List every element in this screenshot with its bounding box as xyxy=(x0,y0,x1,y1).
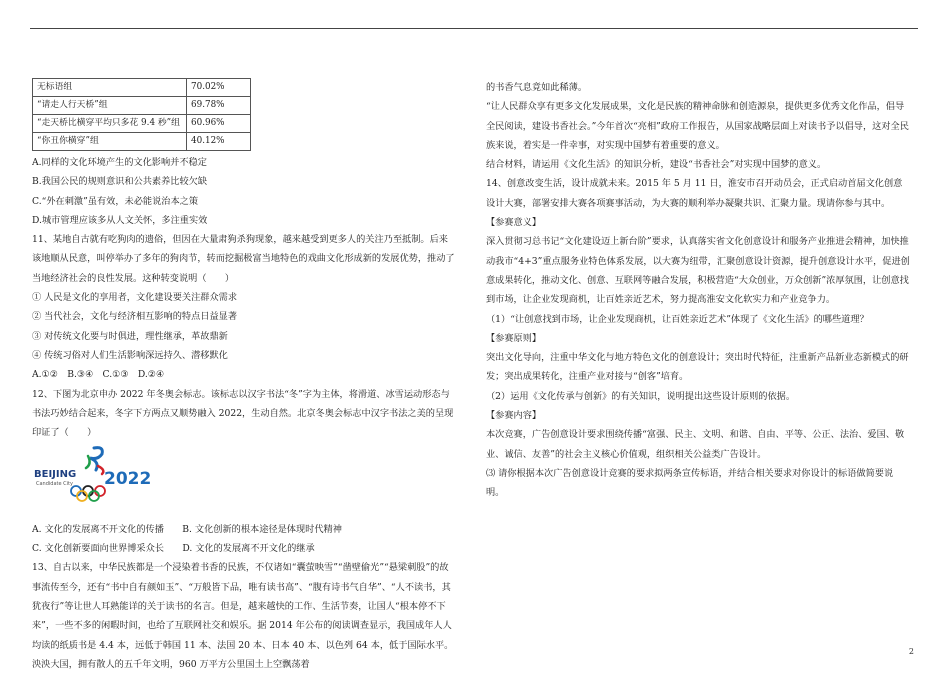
heading-content: 【参赛内容】 xyxy=(486,410,542,422)
q11-options: A.①② B.③④ C.①③ D.②④ xyxy=(32,369,165,381)
q10-option-a: A.同样的文化环境产生的文化影响并不稳定 xyxy=(32,157,207,168)
principles-paragraph: 突出文化导向，注重中华文化与地方特色文化的创意设计；突出时代特征，注重新产品新业态新模式的研发；突出成果转化，注重产业对接与“创客”培育。 xyxy=(486,352,909,383)
q10-option-d: D.城市管理应该多从人文关怀，多注重实效 xyxy=(32,214,208,226)
header-rule xyxy=(30,28,918,29)
q13-question: 结合材料，请运用《文化生活》的知识分析，建设“书香社会”对实现中国梦的意义。 xyxy=(486,159,827,171)
q11-item-4: ④ 传统习俗对人们生活影响深远持久、潜移默化 xyxy=(32,349,228,361)
logo-subtext: Candidate City xyxy=(36,481,73,488)
q13-continuation: 的书香气息竟如此稀薄。 xyxy=(486,82,588,93)
heading-significance: 【参赛意义】 xyxy=(486,217,542,229)
logo-text: BEIJING xyxy=(34,469,77,481)
table-row: 无标语组 70.02% xyxy=(33,79,251,97)
content-paragraph: 本次竞赛，广告创意设计要求围绕传播“富强、民主、文明、和谐、自由、平等、公正、法治、爱国、敬业、诚信、友善”的社会主义核心价值观，组织相关公益类广告设计。 xyxy=(486,429,905,460)
q11-item-3: ③ 对传统文化要与时俱进，理性继承，革故鼎新 xyxy=(32,330,228,342)
sub-question-1: （1）“让创意找到市场，让企业发现商机，让百姓亲近艺术”体现了《文化生活》的哪些道理？ xyxy=(486,313,869,325)
table-row: “走天桥比横穿平均只多花 9.4 秒”组 60.96% xyxy=(33,115,251,133)
q13-text: 13、自古以来，中华民族都是一个浸染着书香的民族，不仅诸如“囊萤映雪”“凿壁偷光”“悬梁刺股”的故事流传至今，还有“书中自有颜如玉”、“万般皆下品，唯有读书高”、“腹有诗书气自华”、“人不读书，其犹夜行”等让世人耳熟能详的关于读书的名言。但是，越来越快的工作、生活节奏，让国人“根本停不下来”，一些不多的闲暇时间，也给了互联网社交和娱乐。据 2014 年公布的阅读调查显示，我国成年人人均读的纸质书是 4.4 本，远低于韩国 11 本、法国 20 本、日本 40 本、以色列 64 本，低于国际水平。泱泱大国，拥有散人的五千年文明，960 万平方公里国土上空飘荡着 xyxy=(32,562,454,670)
beijing-2022-logo xyxy=(32,444,162,506)
q11-item-1: ① 人民是文化的享用者，文化建设要关注群众需求 xyxy=(32,292,238,304)
survey-table xyxy=(32,78,251,151)
q12-options-ab: A. 文化的发展离不开文化的传播 B. 文化创新的根本途径是体现时代精神 xyxy=(32,523,342,535)
q14-stem: 14、创意改变生活，设计成就未来。2015 年 5 月 11 日，淮安市召开动员会，正式启动首届文化创意设计大赛，部署安排大赛各项赛事活动，为大赛的顺利举办凝聚共识、汇聚力量。现请你参与其中。 xyxy=(486,178,903,209)
sub-question-2: （2）运用《文化传承与创新》的有关知识，说明提出这些设计原则的依据。 xyxy=(486,390,796,402)
page-number: 2 xyxy=(908,647,914,656)
logo-year: 2022 xyxy=(104,469,152,490)
q10-option-b: B.我国公民的规则意识和公共素养比较欠缺 xyxy=(32,176,208,188)
q10-option-c: C.“外在刺激”虽有效，未必能说治本之策 xyxy=(32,195,199,207)
right-column xyxy=(486,78,911,503)
q12-options-cd: C. 文化创新要面向世界博采众长 D. 文化的发展离不开文化的继承 xyxy=(32,543,315,555)
table-row: “你丑你横穿”组 40.12% xyxy=(33,133,251,151)
table-row: “请走人行天桥”组 69.78% xyxy=(33,97,251,115)
left-column xyxy=(32,78,457,674)
quote-paragraph: “让人民群众享有更多文化发展成果，文化是民族的精神命脉和创造源泉，提供更多优秀文化作品，倡导全民阅读，建设书香社会。”今年首次“亮相”政府工作报告，从国家战略层面上对读书予以倡导，这对全民族来说，着实是一件幸事，对实现中国梦有着重要的意义。 xyxy=(486,101,909,151)
sub-question-3: ⑶ 请你根据本次广告创意设计竞赛的要求拟两条宣传标语，并结合相关要求对你设计的标语做简要说明。 xyxy=(486,467,894,499)
q11-item-2: ② 当代社会，文化与经济相互影响的特点日益显著 xyxy=(32,311,238,323)
q11-stem: 11、某地自古就有吃狗肉的遗俗，但因在大量肃狗杀狗现象，越来越受到更多人的关注乃至抵制。后来该地顺从民意，叫停举办了多年的狗肉节，转而挖掘极富当地特色的戏曲文化形成新的发展优势，推动了当地经济社会的良性发展。这种转变说明（ ） xyxy=(32,234,455,284)
q12-stem: 12、下图为北京申办 2022 年冬奥会标志。该标志以汉字书法“冬”字为主体，将滑道、冰雪运动形态与书法巧妙结合起来，冬字下方两点又顺势融入 2022，生动自然。北京冬奥会标志中汉字书法之美的呈现印证了（ ） xyxy=(32,388,454,439)
significance-paragraph: 深入贯彻习总书记“文化建设迈上新台阶”要求，认真落实省文化创意设计和服务产业推进会精神，加快推动我市“4+3”重点服务业特色体系发展，以大赛为纽带，汇聚创意设计资源，提升创意设计水平，促进创意成果转化，推动文化、创意、互联网等融合发展，积极营造“大众创业，万众创新”浓厚氛围，让创意找到市场，让企业发现商机，让百姓亲近艺术，努力提高淮安文化软实力和产业竞争力。 xyxy=(486,236,910,306)
heading-principles: 【参赛原则】 xyxy=(486,332,542,344)
